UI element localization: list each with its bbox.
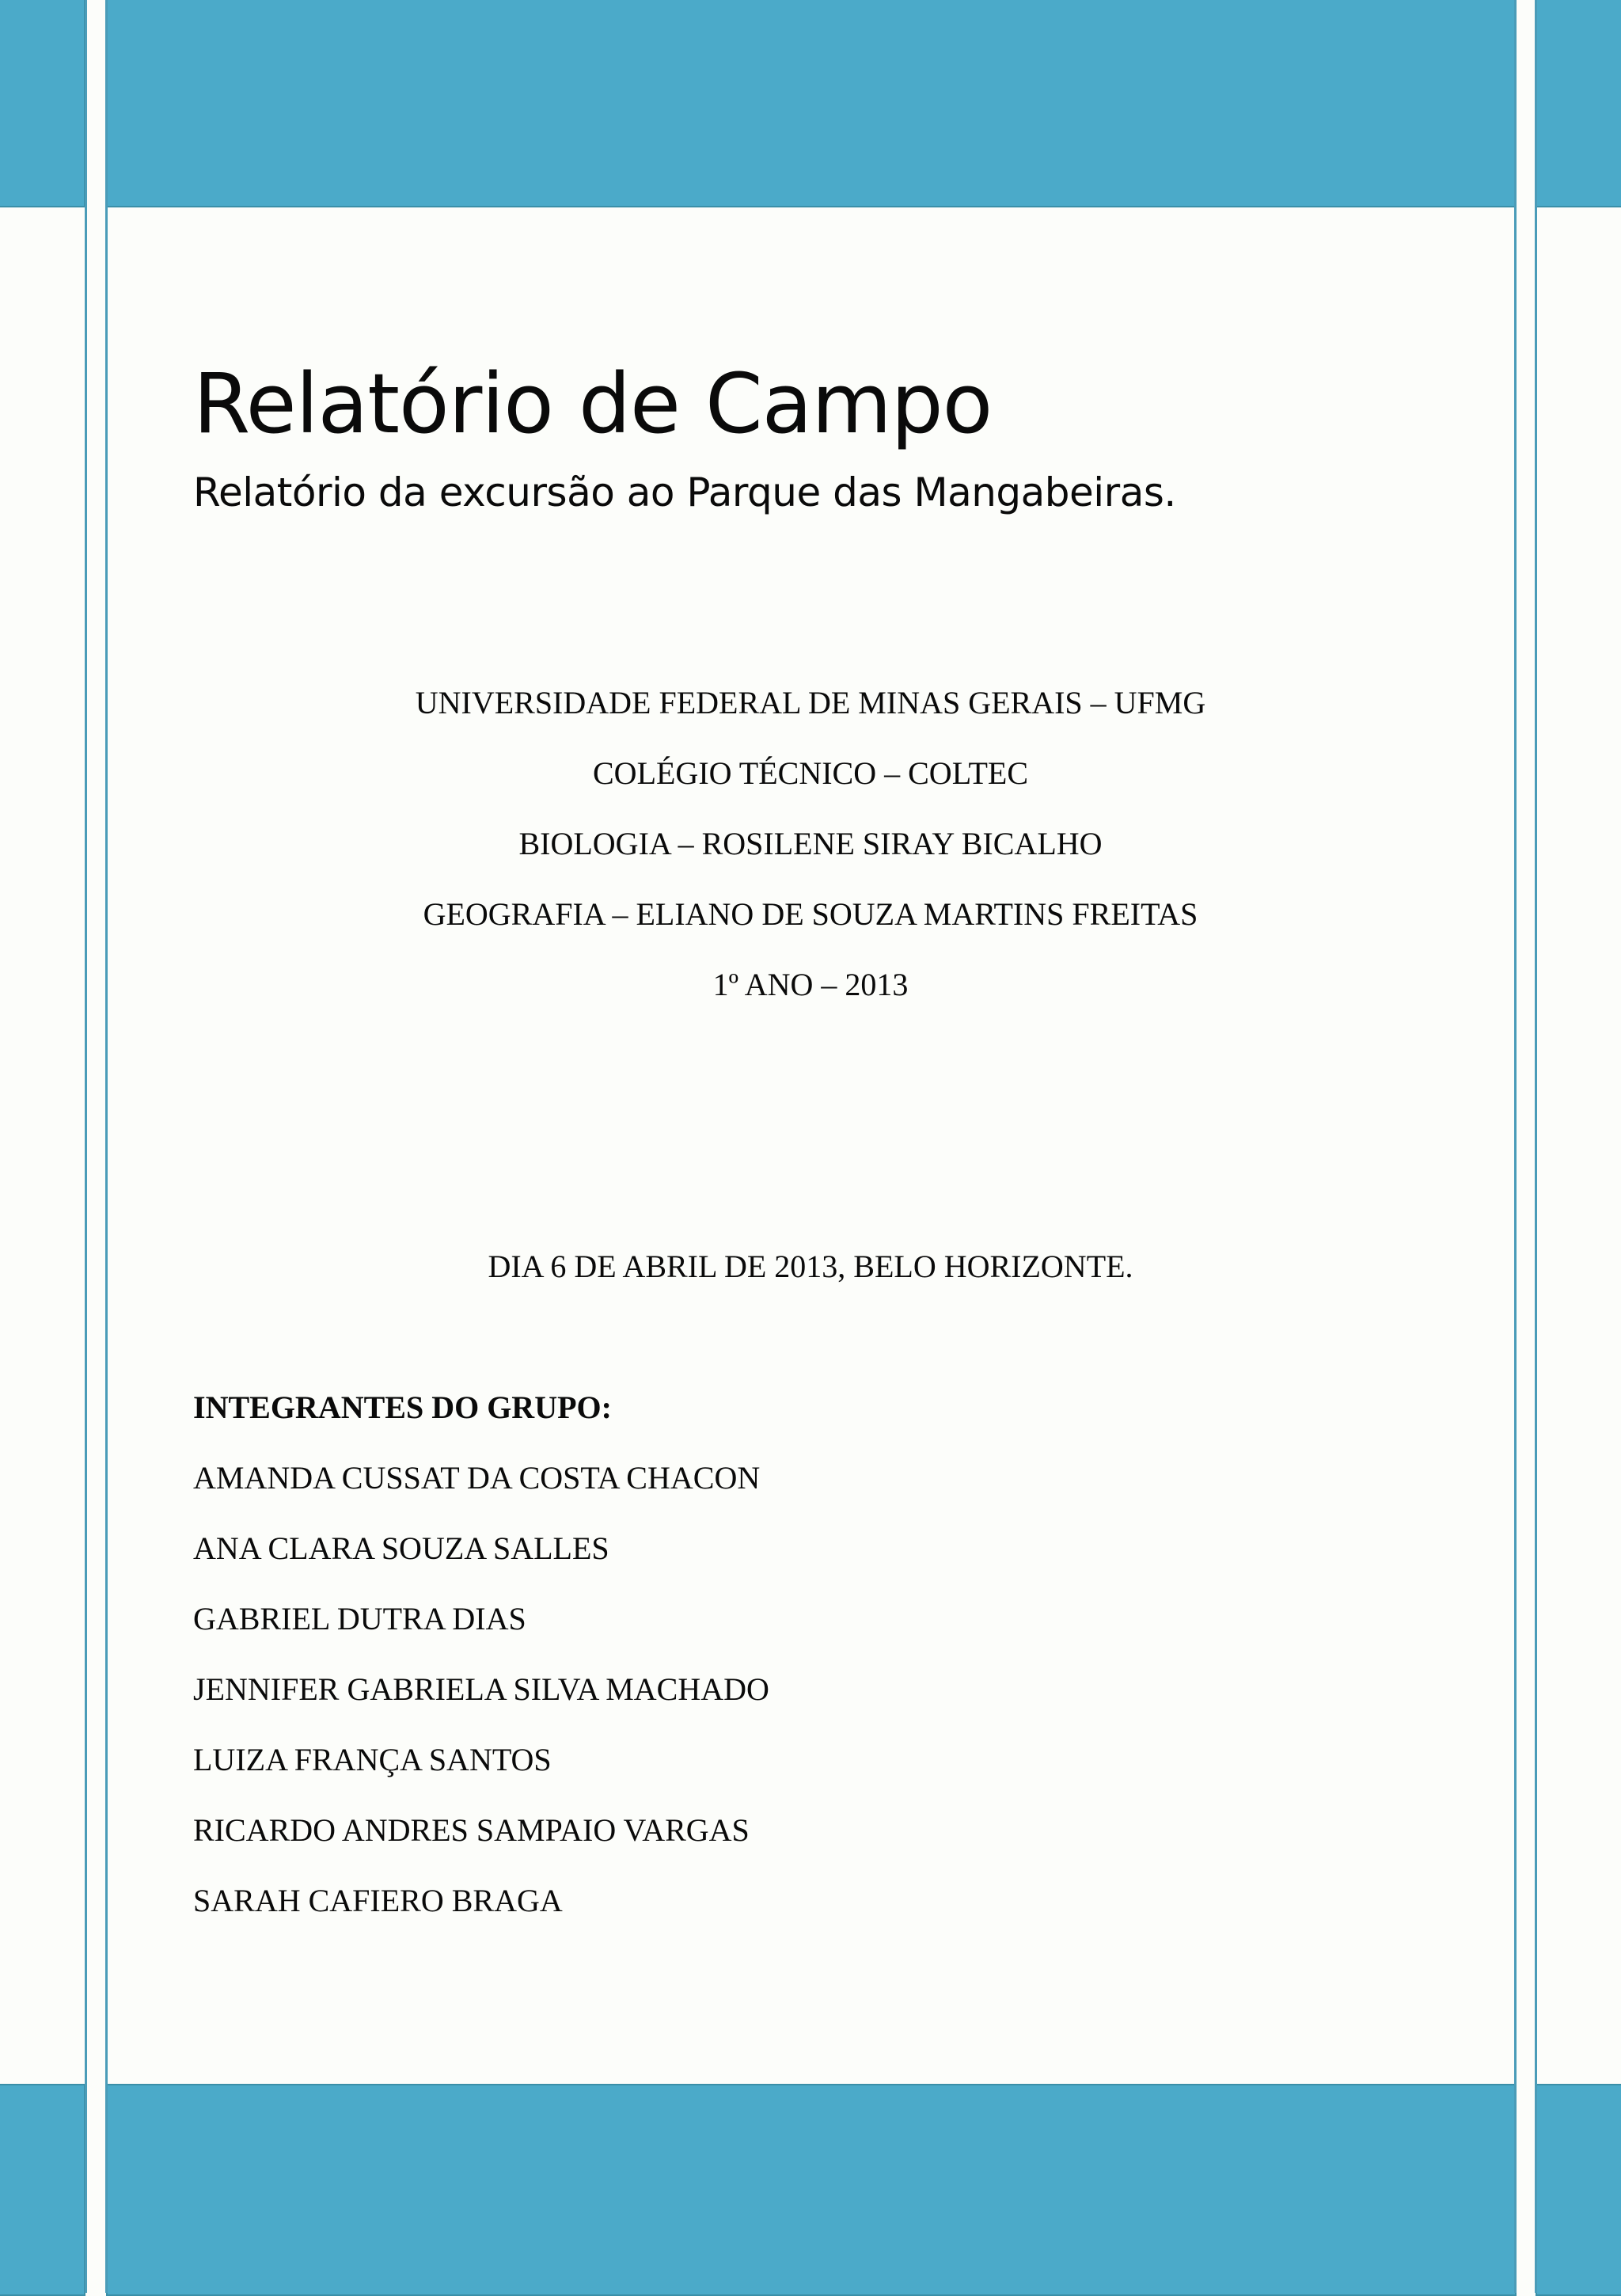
group-member: LUIZA FRANÇA SANTOS — [193, 1742, 552, 1777]
institution-university: UNIVERSIDADE FEDERAL DE MINAS GERAIS – UFMG — [415, 685, 1206, 720]
frame-rule-right-inner — [1514, 0, 1517, 2293]
bottom-band-right — [1536, 2084, 1621, 2296]
group-member: GABRIEL DUTRA DIAS — [193, 1601, 526, 1636]
group-member: SARAH CAFIERO BRAGA — [193, 1883, 563, 1918]
institution-biology-teacher: BIOLOGIA – ROSILENE SIRAY BICALHO — [518, 826, 1103, 861]
top-band-left — [0, 0, 85, 207]
institution-geography-teacher: GEOGRAFIA – ELIANO DE SOUZA MARTINS FREITAS — [423, 896, 1198, 932]
frame-rule-left-outer — [85, 0, 87, 2293]
date-location-line: DIA 6 DE ABRIL DE 2013, BELO HORIZONTE. — [488, 1249, 1133, 1284]
group-member: AMANDA CUSSAT DA COSTA CHACON — [193, 1460, 761, 1496]
bottom-band-main — [106, 2084, 1517, 2296]
document-title: Relatório de Campo — [193, 355, 993, 452]
group-member: JENNIFER GABRIELA SILVA MACHADO — [193, 1671, 769, 1707]
group-member: RICARDO ANDRES SAMPAIO VARGAS — [193, 1812, 750, 1848]
institution-year: 1º ANO – 2013 — [712, 967, 909, 1002]
top-band-main — [106, 0, 1517, 207]
group-members-heading: INTEGRANTES DO GRUPO: — [193, 1389, 612, 1425]
frame-rule-right-outer — [1535, 0, 1537, 2293]
group-members-section — [193, 1387, 769, 1951]
bottom-band-left — [0, 2084, 85, 2296]
document-subtitle: Relatório da excursão ao Parque das Mangabeiras. — [193, 469, 1176, 515]
institution-college: COLÉGIO TÉCNICO – COLTEC — [593, 755, 1028, 791]
frame-rule-left-inner — [105, 0, 108, 2293]
top-band-right — [1536, 0, 1621, 207]
group-member: ANA CLARA SOUZA SALLES — [193, 1530, 609, 1566]
